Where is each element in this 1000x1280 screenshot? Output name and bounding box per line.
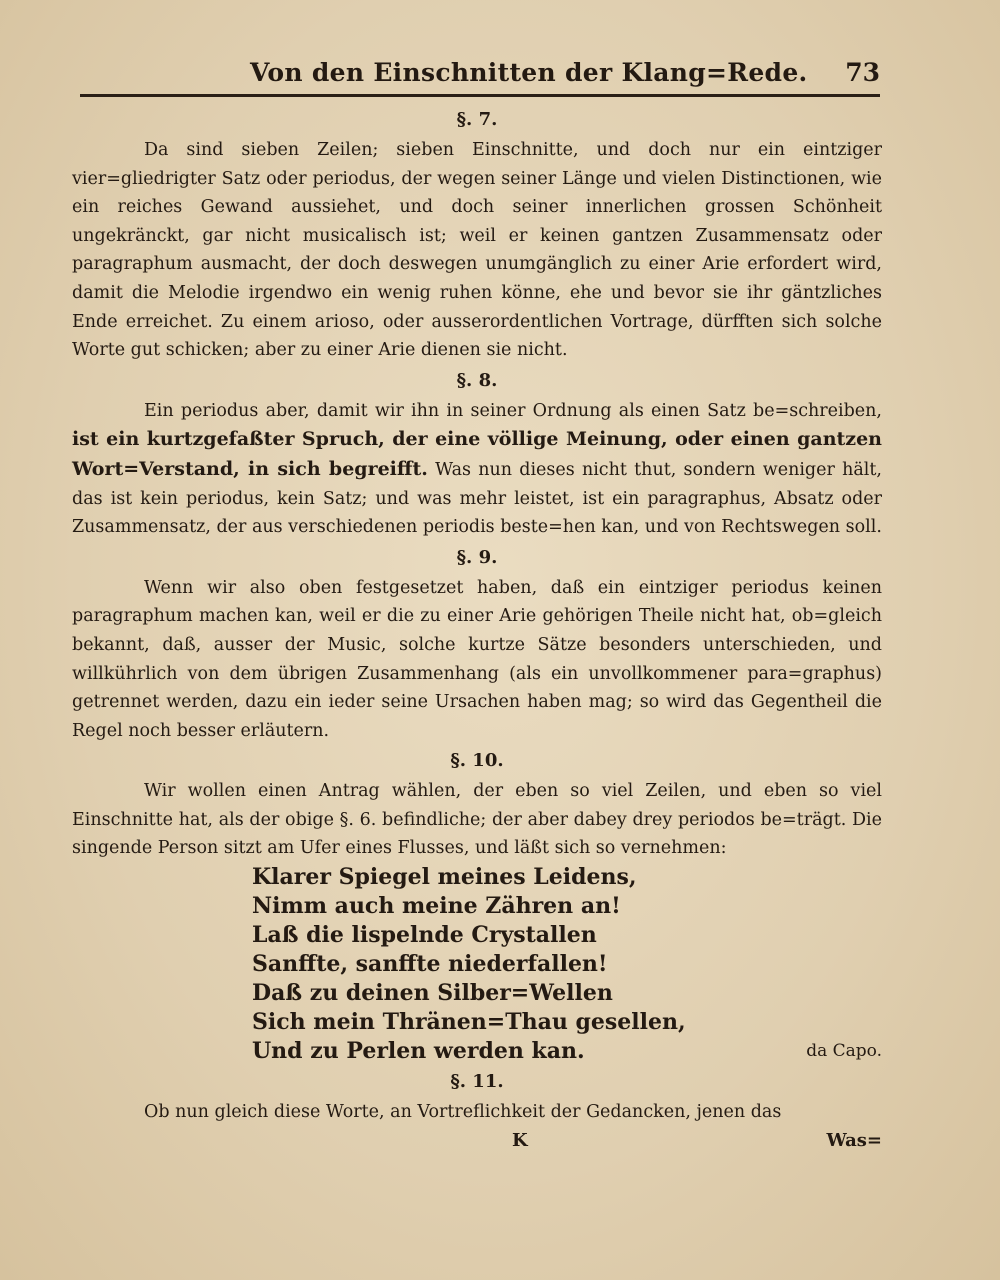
paragraph-11 bbox=[72, 1098, 882, 1127]
section-heading-8: §. 8. bbox=[456, 369, 498, 391]
section-heading-9: §. 9. bbox=[456, 546, 498, 568]
signature-mark: K bbox=[512, 1129, 528, 1151]
paragraph-7 bbox=[72, 136, 882, 365]
verse-last-row bbox=[252, 1037, 882, 1066]
paragraph-8 bbox=[72, 397, 882, 542]
verse-line: Nimm auch meine Zähren an! bbox=[252, 893, 621, 920]
section-heading-7: §. 7. bbox=[456, 109, 498, 130]
paragraph-8-text-b: Was nun dieses nicht thut, sondern weniger hält, das ist kein periodus, kein Satz; und was mehr leistet, ist ein paragraphus, Absatz oder Zusammensatz, der aus verschiedenen periodis beste=hen kan, und von Rechtswegen soll. bbox=[72, 459, 882, 538]
paragraph-11-text: Ob nun gleich diese Worte, an Vortreflichkeit der Gedancken, jenen das bbox=[144, 1102, 782, 1123]
catchword: Was= bbox=[826, 1129, 882, 1151]
paragraph-8-definition: ist ein kurtzgefaßter Spruch, der eine völlige Meinung, oder einen gantzen Wort=Verstand, in sich begreifft. bbox=[72, 428, 882, 480]
verse-line: Und zu Perlen werden kan. bbox=[252, 1038, 585, 1065]
section-heading-11: §. 11. bbox=[450, 1071, 504, 1093]
paragraph-9 bbox=[72, 574, 882, 746]
running-title: Von den Einschnitten der Klang=Rede. bbox=[250, 58, 808, 87]
header-rule bbox=[80, 94, 880, 97]
page-footer bbox=[72, 1127, 882, 1155]
paragraph-9-text: Wenn wir also oben festgesetzet haben, daß ein eintziger periodus keinen paragraphum machen kan, weil er die zu einer Arie gehörigen Theile nicht hat, ob=gleich bekannt, daß, ausser der Music, solche kurtze Sätze besonders unterschieden, und willkührlich von dem übrigen Zusammenhang (als ein unvollkommener para=graphus) getrennet werden, dazu ein ieder seine Ursachen haben mag; so wird das Gegentheil die Regel noch besser erläutern. bbox=[72, 577, 882, 741]
verse-line: Daß zu deinen Silber=Wellen bbox=[252, 980, 613, 1007]
verse-line: Sich mein Thränen=Thau gesellen, bbox=[252, 1009, 686, 1036]
paragraph-10 bbox=[72, 777, 882, 863]
da-capo-mark: da Capo. bbox=[806, 1041, 882, 1062]
page-number: 73 bbox=[845, 58, 880, 87]
aria-verse bbox=[252, 863, 882, 1066]
section-heading-10: §. 10. bbox=[450, 750, 504, 772]
paragraph-7-text: Da sind sieben Zeilen; sieben Einschnitte, und doch nur ein eintziger vier=gliedrigter Satz oder periodus, der wegen seiner Länge und vielen Distinctionen, wie ein reiches Gewand aussiehet, und doch seiner innerlichen grossen Schönheit ungekränckt, gar nicht musicalisch ist; weil er keinen gantzen Zusammensatz oder paragraphum ausmacht, der doch deswegen unumgänglich zu einer Arie erfordert wird, damit die Melodie irgendwo ein wenig ruhen könne, ehe und bevor sie ihr gäntzliches Ende erreichet. Zu einem arioso, oder ausserordentlichen Vortrage, dürfften sich solche Worte gut schicken; aber zu einer Arie dienen sie nicht. bbox=[72, 140, 882, 361]
verse-line: Klarer Spiegel meines Leidens, bbox=[252, 864, 637, 891]
paragraph-10-text: Wir wollen einen Antrag wählen, der eben so viel Zeilen, und eben so viel Einschnitte hat, als der obige §. 6. befindliche; der aber dabey drey periodos be=trägt. Die singende Person sitzt am Ufer eines Flusses, und läßt sich so vernehmen: bbox=[72, 781, 882, 859]
page-body bbox=[72, 104, 882, 1155]
paragraph-8-text-a: Ein periodus aber, damit wir ihn in seiner Ordnung als einen Satz be=schreiben, bbox=[144, 400, 882, 421]
verse-line: Sanffte, sanffte niederfallen! bbox=[252, 951, 608, 978]
verse-line: Laß die lispelnde Crystallen bbox=[252, 922, 597, 949]
running-header bbox=[80, 54, 880, 94]
